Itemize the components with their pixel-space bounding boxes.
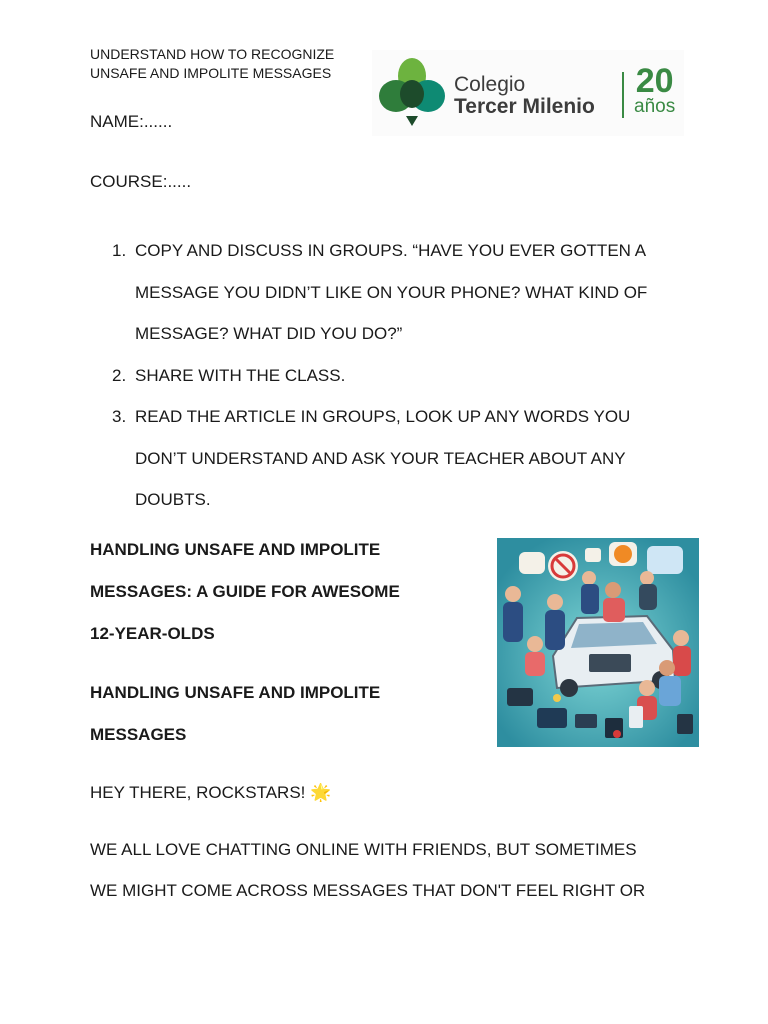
instruction-line: SHARE WITH THE CLASS. [135, 365, 346, 385]
article-body-line: WE MIGHT COME ACROSS MESSAGES THAT DON'T FEEL RIGHT OR [90, 881, 646, 900]
heading-line-1: UNDERSTAND HOW TO RECOGNIZE [90, 46, 335, 62]
instruction-number: 1. [112, 241, 127, 260]
instruction-line: READ THE ARTICLE IN GROUPS, LOOK UP ANY WORDS YOU [135, 407, 631, 426]
clover-logo-icon [378, 54, 446, 130]
heading-line-2: UNSAFE AND IMPOLITE MESSAGES [90, 65, 332, 81]
instruction-list [90, 230, 690, 521]
name-field: NAME:...... [90, 112, 173, 131]
instruction-line: MESSAGE YOU DIDN’T LIKE ON YOUR PHONE? WHAT KIND OF [135, 282, 648, 302]
instruction-item [90, 355, 690, 397]
article-greeting: HEY THERE, ROCKSTARS! 🌟 [90, 783, 332, 802]
instruction-item [90, 230, 690, 355]
instruction-line: COPY AND DISCUSS IN GROUPS. “HAVE YOU EVER GOTTEN A [135, 241, 647, 260]
cartoon-illustration-image [497, 538, 699, 747]
instruction-line: DON’T UNDERSTAND AND ASK YOUR TEACHER ABOUT ANY [135, 448, 626, 468]
article-body-line: WE ALL LOVE CHATTING ONLINE WITH FRIENDS, BUT SOMETIMES [90, 840, 637, 859]
article-subtitle-line: MESSAGES [90, 725, 187, 744]
course-field: COURSE:..... [90, 172, 192, 191]
instruction-number: 3. [112, 407, 127, 426]
instruction-number: 2. [112, 365, 127, 385]
worksheet-heading [90, 45, 334, 83]
logo-name-line-1: Colegio [454, 73, 526, 96]
logo-school-name [454, 74, 595, 118]
school-logo [372, 50, 684, 136]
logo-years-number: 20 [635, 62, 674, 100]
instruction-item [90, 396, 690, 521]
instruction-line: DOUBTS. [135, 490, 211, 509]
article-title-line: 12-YEAR-OLDS [90, 624, 215, 643]
instruction-line: MESSAGE? WHAT DID YOU DO?” [135, 324, 403, 343]
article-subtitle-line: HANDLING UNSAFE AND IMPOLITE [90, 683, 381, 702]
logo-years-word: años [634, 96, 676, 117]
logo-divider [622, 72, 624, 118]
article-title-line: HANDLING UNSAFE AND IMPOLITE [90, 540, 381, 559]
article-title-line: MESSAGES: A GUIDE FOR AWESOME [90, 582, 400, 601]
logo-name-line-2: Tercer Milenio [454, 95, 595, 118]
logo-anniversary [634, 64, 675, 116]
